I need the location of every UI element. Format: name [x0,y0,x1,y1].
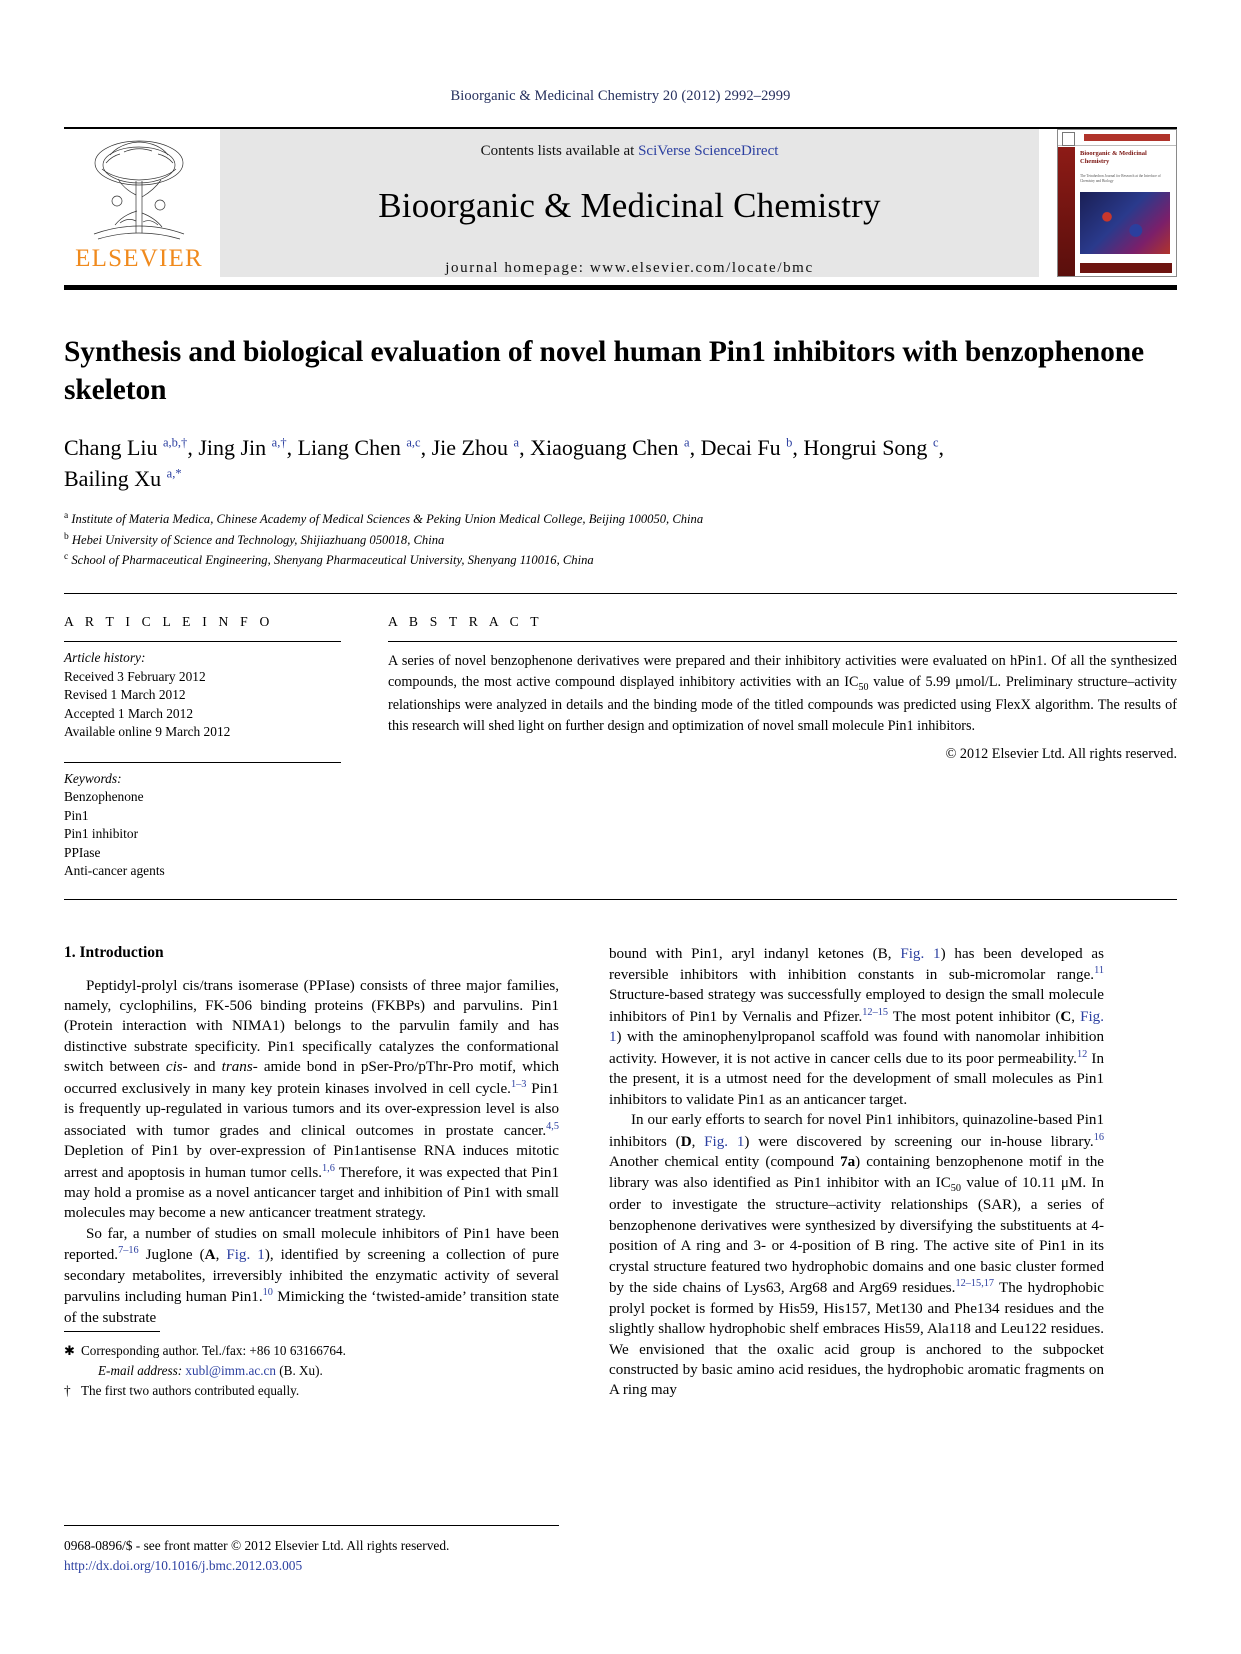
contents-prefix: Contents lists available at [480,143,639,159]
publisher-logo [64,129,214,277]
author-list [64,432,1177,494]
article-history-label: Article history: [64,650,146,666]
affiliation-list [64,509,1177,571]
article-info-column [64,614,341,881]
author-line-1: Chang Liu $^{a,b,\dagger}$, Jing Jin $^{a,\dagger}$, Liang Chen $^{a,c}$, Jie Zhou $^a$, Xiaoguang Chen $^a$, Decai Fu $^b$, Hongrui Song $^c$, [64,434,944,460]
title-block [64,334,1177,571]
footnote-corresponding-text: Corresponding author. Tel./fax: +86 10 63166764. [81,1343,346,1359]
front-matter-line: 0968-0896/$ - see front matter © 2012 Elsevier Ltd. All rights reserved. [64,1537,450,1553]
affiliation-item: $^a$ Institute of Materia Medica, Chinese Academy of Medical Sciences & Peking Union Medical College, Beijing 100050, China [64,510,704,527]
footnote-corresponding-author [64,1341,559,1361]
paragraph: Peptidyl-prolyl cis/trans isomerase (PPIase) consists of three major families, namely, cyclophilins, FK-506 binding proteins (FKBPs) and parvulins. Pin1 (Protein interaction with NIMA1) belongs to the parvulin family and has distinctive substrate specificity. Pin1 specifically catalyzes the conformational switch between cis- and trans- amide bond in pSer-Pro/pThr-Pro motif, which occurred exclusively in many key protein kinases involved in cell cycle.$^{1-3}$ Pin1 is frequently up-regulated in various tumors and its over-expression level is also associated with tumor grades and clinical outcomes in prostate cancer.$^{4,5}$ Depletion of Pin1 by over-expression of Pin1antisense RNA induces mitotic arrest and apoptosis in human tumor cells.$^{1,6}$ Therefore, it was expected that Pin1 may hold a promise as a novel anticancer target and inhibition of Pin1 with small molecules may become a new anticancer treatment strategy. [64,977,559,1222]
info-abstract-section [64,593,1177,881]
page-title: Synthesis and biological evaluation of novel human Pin1 inhibitors with benzophenone skeleton [64,336,1145,406]
sciencedirect-link[interactable]: SciVerse ScienceDirect [638,143,779,159]
journal-cover-thumbnail [1057,129,1177,277]
elsevier-wordmark: ELSEVIER [75,245,203,272]
paragraph: So far, a number of studies on small molecule inhibitors of Pin1 have been reported.$^{7-16}$ Juglone (A, Fig. 1), identified by screening a collection of pure secondary metabolites, irreversibly inhibited the enzymatic activity of several parvulins including human Pin1.10 Mimicking the ‘twisted-amide’ transition state of the substrate [64,1225,560,1326]
cover-artwork [1080,192,1170,254]
page-footer [64,1525,559,1576]
footnote-equal-contribution [64,1381,559,1401]
history-item: Available online 9 March 2012 [64,724,231,740]
cover-subtitle: The Tetrahedron Journal for Research at the Interface of Chemistry and Biology [1080,174,1161,183]
keywords-list [64,770,341,881]
article-history [64,649,341,742]
email-label: E-mail address: [98,1363,183,1379]
keyword-item: Pin1 inhibitor [64,826,139,842]
masthead-bottom-rule [64,285,1177,290]
keywords-block [64,762,341,881]
body-column-left [64,944,559,1401]
cover-spine [1058,147,1075,276]
abstract-text: A series of novel benzophenone derivatives were prepared and their inhibitory activities were evaluated on hPin1. Of all the synthesized compounds, the most active compound displayed inhibitory activities with an $IC_{50}$ value of 5.99 μmol/L. Preliminary structure–activity relationships were analyzed in details and the binding mode of the titled compounds was predicted using FlexX algorithm. The results of this research will shed light on further design and optimization of novel small molecule Pin1 inhibitors. [388,653,1177,735]
abstract-column [388,614,1177,881]
cover-topbar [1058,130,1176,146]
dagger-icon: † [64,1383,71,1399]
article-info-heading: A R T I C L E I N F O [64,614,274,630]
journal-title: Bioorganic & Medicinal Chemistry [378,186,881,225]
keyword-item: Benzophenone [64,789,144,805]
history-item: Received 3 February 2012 [64,668,206,684]
article-info-rule [64,641,341,642]
history-item: Revised 1 March 2012 [64,687,186,703]
body-column-right [609,944,1104,1401]
keywords-label: Keywords: [64,770,122,786]
asterisk-icon: ✱ [64,1343,76,1359]
abstract-copyright: © 2012 Elsevier Ltd. All rights reserved. [945,746,1177,763]
email-link[interactable]: xubl@imm.ac.cn [185,1363,276,1379]
footnote-rule [64,1331,160,1332]
email-suffix: (B. Xu). [279,1363,323,1379]
keyword-item: Pin1 [64,807,89,823]
contents-available-line [481,143,779,160]
section-heading-introduction: 1. Introduction [64,943,164,961]
journal-homepage[interactable]: journal homepage: www.elsevier.com/locate/bmc [445,260,814,276]
affiliation-item: $^c$ School of Pharmaceutical Engineering, Shenyang Pharmaceutical University, Shenyang 110016, China [64,552,594,568]
keyword-item: PPIase [64,844,101,860]
body-columns [64,944,1177,1401]
abstract-section-bottom-rule [64,899,1177,900]
journal-band [220,129,1039,277]
footnotes-block [64,1331,559,1400]
running-head: Bioorganic & Medicinal Chemistry 20 (2012) 2992–2999 [450,88,791,104]
affiliation-item: $^b$ Hebei University of Science and Technology, Shijiazhuang 050018, China [64,531,445,547]
paragraph: bound with Pin1, aryl indanyl ketones (B, Fig. 1) has been developed as reversible inhibitors with inhibition constants in sub-micromolar range.$^{11}$ Structure-based strategy was successfully employed to design the small molecule inhibitors of Pin1 by Vernalis and Pfizer.$^{12-15}$ The most potent inhibitor (C, Fig. 1) with the aminophenylpropanol scaffold was found with nanomolar inhibition activity. However, it is not active in cancer cells due to its poor permeability.$^{12}$ In the present, it is a utmost need for the development of small molecules as Pin1 inhibitors to validate Pin1 as an anticancer target. [609,945,1105,1108]
author-line-2: Bailing Xu $^{a,*}$ [64,465,182,491]
elsevier-tree-icon [80,135,198,247]
keyword-item: Anti-cancer agents [64,863,165,879]
keywords-rule [64,762,341,763]
footnote-equal-text: The first two authors contributed equally. [81,1383,300,1399]
journal-masthead [64,127,1177,277]
cover-title: Bioorganic & Medicinal Chemistry [1080,150,1147,166]
abstract-rule [388,641,1177,642]
doi-link[interactable]: http://dx.doi.org/10.1016/j.bmc.2012.03.005 [64,1557,303,1573]
footnote-email [64,1361,559,1381]
history-item: Accepted 1 March 2012 [64,705,194,721]
cover-footer-band [1080,263,1172,273]
paragraph: In our early efforts to search for novel Pin1 inhibitors, quinazoline-based Pin1 inhibitors (D, Fig. 1) were discovered by screening our in-house library.$^{16}$ Another chemical entity (compound 7a) containing benzophenone motif in the library was also identified as Pin1 inhibitor with an $IC_{50}$ value of 10.11 μM. In order to investigate the structure–activity relationships (SAR), a series of benzophenone derivatives were synthesized by diversifying the substituents at 4-position of A ring and 3- or 4-position of B ring. The active site of Pin1 in its crystal structure featured two hydrophobic domains and one basic cluster formed by the side chains of Lys63, Arg68 and Arg69 residues.$^{12-15,17}$ The hydrophobic prolyl pocket is formed by His59, His157, Met130 and Phe134 residues and the slightly shallow hydrophobic shelf embraces His59, Ala118 and Leu122 residues. We envisioned that the oxalic acid group is anchored to the subpocket constructed by basic amino acid residues, the hydrophobic aromatic fragments on A ring may [609,1112,1104,1399]
abstract-heading: A B S T R A C T [388,614,543,630]
